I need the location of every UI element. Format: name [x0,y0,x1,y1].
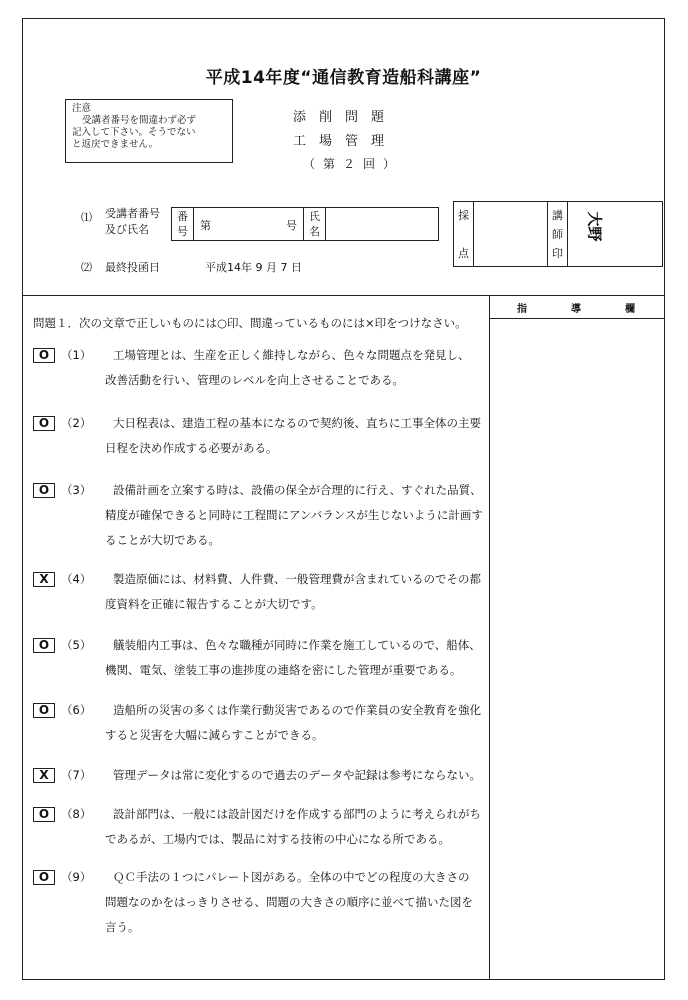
bango-char: 号 [177,225,188,238]
item-line: 問題なのかをはっきりさせる、問題の大きさの順序に並べて描いた図を [105,895,473,909]
koushi-char: 講 [552,209,563,222]
student-number-field[interactable] [194,208,304,240]
item-line: 大日程表は、建造工程の基本になるので契約後、直ちに工事全体の主要 [113,416,481,430]
item-line: 艤装船内工事は、色々な職種が同時に作業を施工しているので、船体、 [113,638,481,652]
answer-mark[interactable]: O [33,807,55,822]
item1-label-line2: 及び氏名 [105,223,149,236]
bango-cell [172,208,194,240]
answer-sheet [22,18,665,980]
subject-label: 工場管理 [293,134,398,149]
item-number: （7） [61,768,92,782]
guidance-char: 欄 [625,304,635,315]
item-line: 精度が確保できると同時に工程間にアンバランスが生じないように計画す [105,508,483,522]
tensaku-label: 添削問題 [293,110,398,125]
koushi-char: 師 [552,228,563,241]
answer-mark[interactable]: O [33,348,55,363]
koushi-cell [548,202,568,266]
guidance-column-header [489,295,664,319]
item-line: ＱＣ手法の１つにパレート図がある。全体の中でどの程度の大きさの [113,870,470,884]
shimei-cell [304,208,326,240]
item-number: （4） [61,572,92,586]
item-number: （8） [61,807,92,821]
item-line: 日程を決め作成する必要がある。 [105,441,278,455]
item-line: 工場管理とは、生産を正しく維持しながら、色々な問題点を発見し、 [113,348,470,362]
koushi-char: 印 [552,247,563,260]
notice-heading: 注意 [72,103,92,114]
instructor-seal: 大野 [585,211,604,242]
answer-mark[interactable]: O [33,703,55,718]
item-line: 管理データは常に変化するので過去のデータや記録は参考にならない。 [113,768,481,782]
item1-number: ⑴ [81,211,92,224]
answer-mark[interactable]: O [33,483,55,498]
round-label: （第２回） [303,157,404,171]
bango-char: 番 [177,210,188,223]
score-box [453,201,663,267]
answer-mark[interactable]: X [33,768,55,783]
item-line: 造船所の災害の多くは作業行動災害であるので作業員の安全教育を強化 [113,703,481,717]
item-line: 機関、電気、塗装工事の進捗度の連絡を密にした管理が重要である。 [105,663,462,677]
shimei-char: 名 [309,225,320,238]
saiten-char: 採 [458,209,469,222]
item2-number: ⑵ [81,261,92,274]
guidance-char: 導 [571,304,581,315]
item-line: すると災害を大幅に減らすことができる。 [105,728,324,742]
shimei-char: 氏 [309,210,320,223]
answer-mark[interactable]: X [33,572,55,587]
answer-mark[interactable]: O [33,638,55,653]
notice-line: 受講者番号を間違わず必ず [82,115,197,126]
item-line: 改善活動を行い、管理のレベルを向上させることである。 [105,373,404,387]
student-name-field[interactable] [326,208,438,240]
item-line: 度資料を正確に報告することが大切です。 [105,597,323,611]
item2-label: 最終投函日 [105,261,160,274]
item-number: （1） [61,348,92,362]
go-label: 号 [286,219,297,232]
guidance-char: 指 [517,304,527,315]
instructor-seal-field [568,202,662,266]
item-number: （2） [61,416,92,430]
score-field[interactable] [474,202,548,266]
item-number: （9） [61,870,92,884]
item-line: 設備計画を立案する時は、設備の保全が合理的に行え、すぐれた品質、 [113,483,482,497]
answer-mark[interactable]: O [33,870,55,885]
dai-label: 第 [200,219,211,232]
item1-label-line1: 受講者番号 [105,207,160,220]
item-line: 設計部門は、一般には設計図だけを作成する部門のように考えられがち [113,807,481,821]
saiten-char: 点 [458,247,469,260]
notice-line: と返戻できません。 [72,139,159,150]
item-line: であるが、工場内では、製品に対する技術の中心になる所である。 [105,832,450,846]
page-title: 平成14年度“通信教育造船科講座” [205,68,482,88]
question-intro: 問題１．次の文章で正しいものには○印、間違っているものには×印をつけなさい。 [33,316,467,330]
item-number: （5） [61,638,92,652]
saiten-cell [454,202,474,266]
item-number: （6） [61,703,92,717]
student-id-table [171,207,439,241]
item-line: 製造原価には、材料費、人件費、一般管理費が含まれているのでその都 [113,572,481,586]
answer-mark[interactable]: O [33,416,55,431]
item-line: 言う。 [105,920,140,934]
item2-value: 平成14年 9 月 7 日 [205,261,302,274]
notice-line: 記入して下さい。そうでない [72,127,196,138]
notice-box [65,99,233,163]
item-number: （3） [61,483,92,497]
item-line: ることが大切である。 [105,533,220,547]
